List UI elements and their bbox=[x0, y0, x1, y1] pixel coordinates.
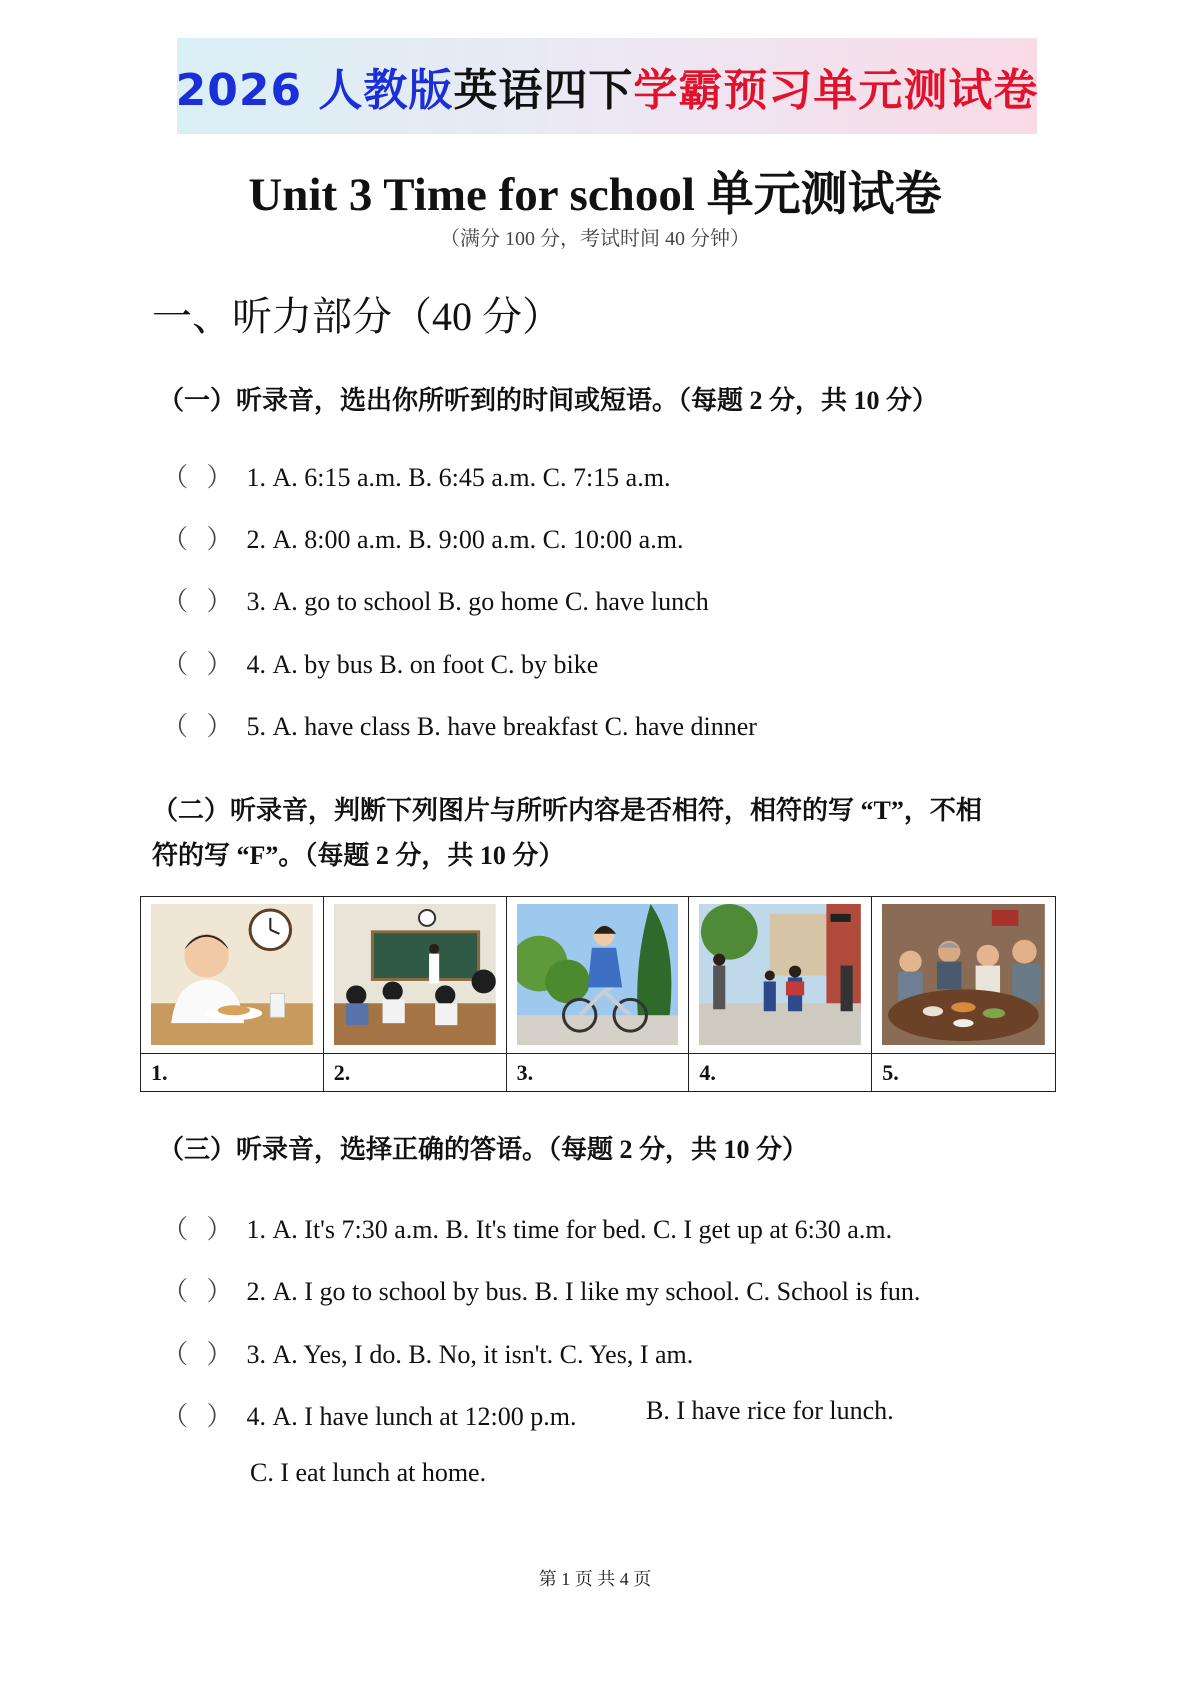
part3-question-4-option-c: C. I eat lunch at home. bbox=[250, 1458, 487, 1487]
part2-heading-line1: （二）听录音，判断下列图片与所听内容是否相符，相符的写 “T”，不相 bbox=[152, 796, 982, 825]
picture-cell-2 bbox=[324, 897, 507, 1054]
part1-question-4: （ ） 4. A. by bus B. on foot C. by bike bbox=[162, 650, 599, 679]
exam-info: （满分 100 分，考试时间 40 分钟） bbox=[440, 228, 750, 250]
part3-question-2: （ ） 2. A. I go to school by bus. B. I like my school. C. School is fun. bbox=[162, 1277, 921, 1306]
section-heading-listening: 一、听力部分（40 分） bbox=[152, 294, 562, 339]
boy-breakfast-clock-icon bbox=[151, 904, 313, 1045]
answer-blank[interactable]: （ ） bbox=[162, 1215, 239, 1244]
title-banner bbox=[177, 38, 1037, 134]
girl-riding-bike-icon bbox=[517, 904, 679, 1045]
picture-cell-3 bbox=[507, 897, 690, 1054]
answer-blank[interactable]: （ ） bbox=[162, 463, 239, 492]
answer-blank[interactable]: （ ） bbox=[162, 712, 239, 741]
part3-heading: （三）听录音，选择正确的答语。（每题 2 分，共 10 分） bbox=[158, 1135, 809, 1164]
banner-part-3: 学霸预习单元测试卷 bbox=[633, 65, 1039, 116]
family-dinner-icon bbox=[882, 904, 1045, 1045]
picture-label-1: 1. bbox=[141, 1054, 324, 1091]
page-footer: 第 1 页 共 4 页 bbox=[538, 1569, 652, 1589]
answer-blank[interactable]: （ ） bbox=[162, 1402, 239, 1431]
part3-question-1: （ ） 1. A. It's 7:30 a.m. B. It's time for bed. C. I get up at 6:30 a.m. bbox=[162, 1215, 893, 1244]
children-walking-to-school-icon bbox=[699, 904, 861, 1045]
banner-part-1: 2026 人教版 bbox=[175, 65, 454, 116]
part1-question-1: （ ） 1. A. 6:15 a.m. B. 6:45 a.m. C. 7:15 a.m. bbox=[162, 463, 671, 492]
banner-part-2: 英语四下 bbox=[453, 65, 634, 116]
part3-question-3: （ ） 3. A. Yes, I do. B. No, it isn't. C. Yes, I am. bbox=[162, 1340, 694, 1369]
picture-cell-4 bbox=[689, 897, 872, 1054]
part3-question-4: （ ） 4. A. I have lunch at 12:00 p.m. bbox=[162, 1402, 577, 1431]
part1-heading: （一）听录音，选出你所听到的时间或短语。（每题 2 分，共 10 分） bbox=[158, 386, 939, 415]
part1-question-5: （ ） 5. A. have class B. have breakfast C. have dinner bbox=[162, 712, 757, 741]
answer-blank[interactable]: （ ） bbox=[162, 650, 239, 679]
picture-label-3: 3. bbox=[507, 1054, 690, 1091]
picture-label-5: 5. bbox=[882, 1060, 899, 1085]
classroom-teacher-icon bbox=[334, 904, 496, 1045]
picture-cell-5 bbox=[872, 897, 1055, 1054]
part2-heading-line2: 符的写 “F”。（每题 2 分，共 10 分） bbox=[152, 841, 565, 870]
answer-blank[interactable]: （ ） bbox=[162, 1340, 239, 1369]
picture-table bbox=[140, 896, 1056, 1092]
answer-blank[interactable]: （ ） bbox=[162, 1277, 239, 1306]
part1-question-3: （ ） 3. A. go to school B. go home C. have lunch bbox=[162, 587, 709, 616]
part1-question-2: （ ） 2. A. 8:00 a.m. B. 9:00 a.m. C. 10:00 a.m. bbox=[162, 525, 684, 554]
answer-blank[interactable]: （ ） bbox=[162, 587, 239, 616]
page-title: Unit 3 Time for school 单元测试卷 bbox=[248, 169, 942, 221]
picture-cell-1 bbox=[141, 897, 324, 1054]
picture-label-2: 2. bbox=[324, 1054, 507, 1091]
picture-label-4: 4. bbox=[689, 1054, 872, 1091]
part3-question-4-option-b: B. I have rice for lunch. bbox=[646, 1396, 894, 1425]
answer-blank[interactable]: （ ） bbox=[162, 525, 239, 554]
